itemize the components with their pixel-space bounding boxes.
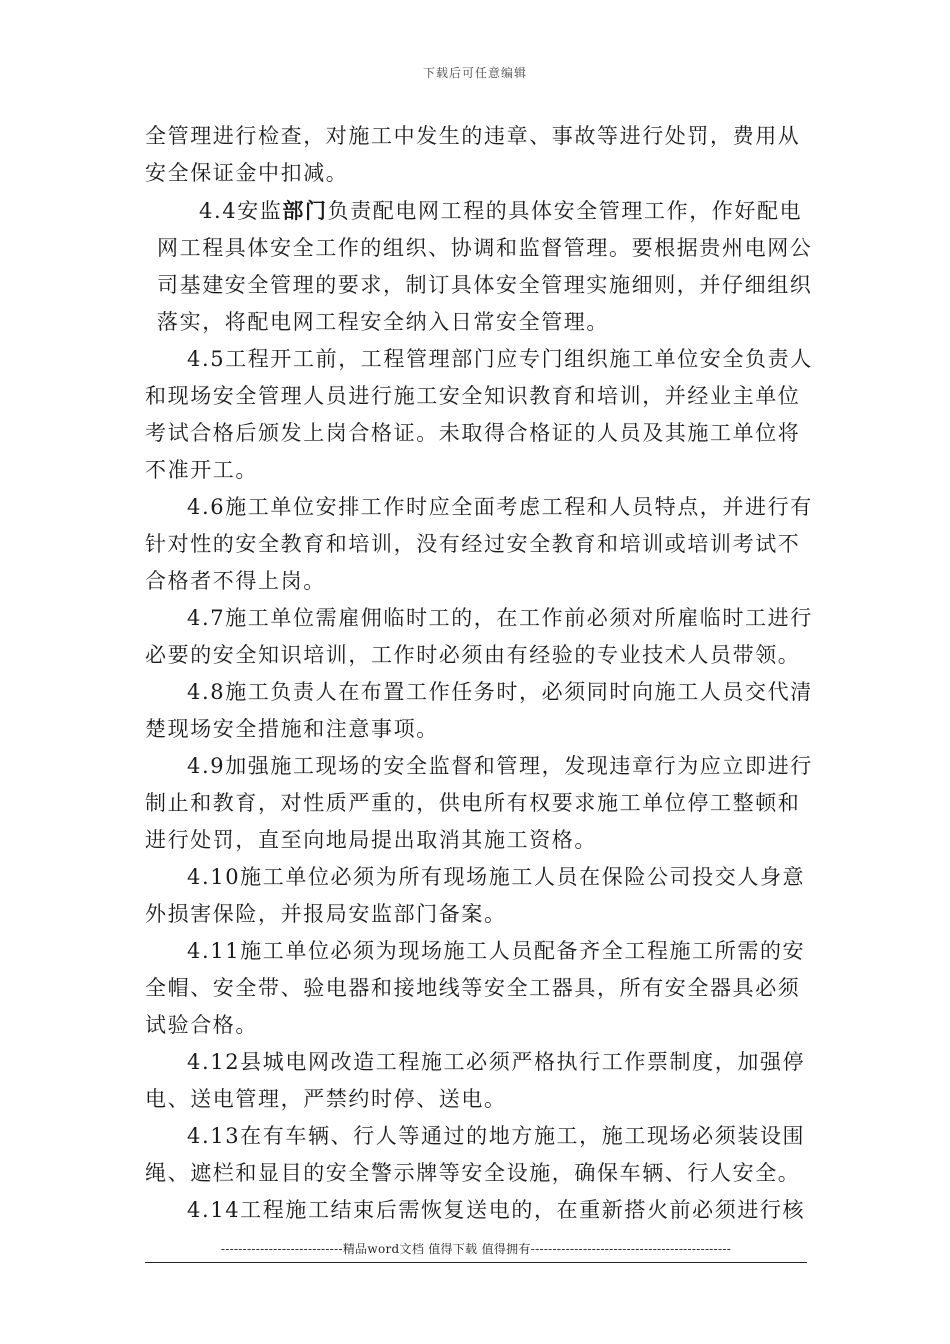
bold-text: 部门 bbox=[282, 198, 328, 223]
page-footer: ----------------------------精品word文档 值得下载 值得拥有---------------------------------------------- bbox=[220, 1242, 732, 1256]
paragraph-number: 4.4安监 bbox=[199, 199, 283, 223]
paragraph: 4.5工程开工前，工程管理部门应专门组织施工单位安全负责人和现场安全管理人员进行施工安全知识教育和培训，并经业主单位考试合格后颁发上岗合格证。未取得合格证的人员及其施工单位将不准开工。 bbox=[145, 347, 813, 482]
paragraph: 4.9加强施工现场的安全监督和管理，发现违章行为应立即进行制止和教育，对性质严重的，供电所有权要求施工单位停工整顿和进行处罚，直至向地局提出取消其施工资格。 bbox=[145, 754, 813, 852]
paragraph: 4.11施工单位必须为现场施工人员配备齐全工程施工所需的安全帽、安全带、验电器和接地线等安全工器具，所有安全器具必须试验合格。 bbox=[145, 939, 806, 1037]
paragraph: 4.10施工单位必须为所有现场施工人员在保险公司投交人身意外损害保险，并报局安监部门备案。 bbox=[145, 865, 806, 926]
paragraph: 4.14工程施工结束后需恢复送电的，在重新搭火前必须进行核 bbox=[187, 1198, 806, 1222]
paragraph: 4.13在有车辆、行人等通过的地方施工，施工现场必须装设围绳、遮栏和显目的安全警示牌等安全设施，确保车辆、行人安全。 bbox=[145, 1124, 806, 1185]
footer-divider bbox=[145, 1262, 807, 1263]
paragraph: 4.8施工负责人在布置工作任务时，必须同时向施工人员交代清楚现场安全措施和注意事项。 bbox=[145, 680, 813, 741]
paragraph: 全管理进行检查，对施工中发生的违章、事故等进行处罚，费用从安全保证金中扣减。 bbox=[145, 124, 801, 185]
page-header: 下载后可任意编辑 bbox=[422, 66, 527, 80]
paragraph-text: 负责配电网工程的具体安全管理工作，作好配电网工程具体安全工作的组织、协调和监督管理。要根据贵州电网公司基建安全管理的要求，制订具体安全管理实施细则，并仔细组织落实，将配电网工程安全纳入日常安全管理。 bbox=[157, 199, 813, 334]
paragraph: 4.6施工单位安排工作时应全面考虑工程和人员特点，并进行有针对性的安全教育和培训，没有经过安全教育和培训或培训考试不合格者不得上岗。 bbox=[145, 495, 813, 593]
paragraph bbox=[145, 192, 815, 341]
paragraph: 4.7施工单位需雇佣临时工的，在工作前必须对所雇临时工进行必要的安全知识培训，工作时必须由有经验的专业技术人员带领。 bbox=[145, 606, 813, 667]
paragraph: 4.12县城电网改造工程施工必须严格执行工作票制度，加强停电、送电管理，严禁约时停、送电。 bbox=[145, 1050, 806, 1111]
document-body bbox=[145, 118, 815, 1229]
